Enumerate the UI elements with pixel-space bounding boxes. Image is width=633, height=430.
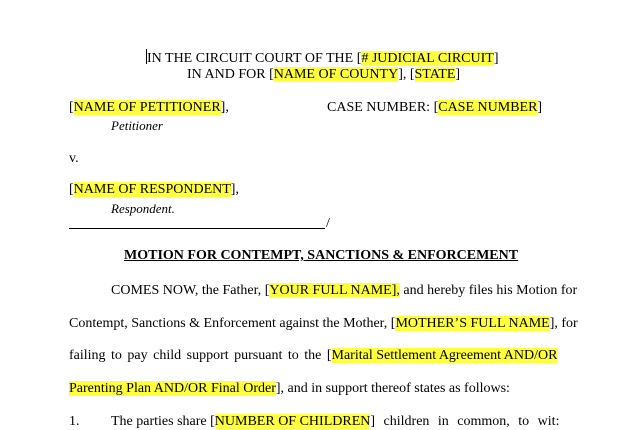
agreement-field-part-1[interactable]: Marital Settlement Agreement AND/OR <box>331 348 558 363</box>
state-field[interactable]: STATE <box>414 67 456 82</box>
body-p3-text-a: failing to pay child support pursuant to the [ <box>69 348 332 363</box>
court-header-line-1 <box>146 49 499 67</box>
respondent-line <box>69 181 239 198</box>
body-line-4 <box>69 380 510 397</box>
court-header-line-2 <box>187 66 460 83</box>
court-line2-suffix: ] <box>455 67 461 82</box>
versus-text: v. <box>69 151 79 166</box>
caption-divider-slash: / <box>326 216 330 231</box>
respondent-name-field[interactable]: NAME OF RESPONDENT <box>73 182 231 197</box>
item-1-text-b: ] children in common, to wit: <box>370 414 560 429</box>
motion-title: MOTION FOR CONTEMPT, SANCTIONS & ENFORCEMENT <box>124 248 519 263</box>
body-p4-text-b: ], and in support thereof states as follows: <box>275 381 510 396</box>
respondent-close-bracket: ], <box>230 182 239 197</box>
mothers-full-name-field[interactable]: MOTHER’S FULL NAME <box>395 316 550 331</box>
item-1-number: 1. <box>69 414 80 429</box>
body-p1-text-a: COMES NOW, the Father, [ <box>111 283 270 298</box>
number-of-children-field[interactable]: NUMBER OF CHILDREN <box>214 414 371 429</box>
court-line2-prefix: IN AND FOR [ <box>187 67 274 82</box>
county-field[interactable]: NAME OF COUNTY <box>273 67 399 82</box>
petitioner-name-field[interactable]: NAME OF PETITIONER <box>73 100 221 115</box>
respondent-open-bracket: [ <box>69 182 74 197</box>
body-line-3 <box>69 347 557 364</box>
body-p2-text-b: ], for <box>549 316 578 331</box>
petitioner-role: Petitioner <box>111 118 163 133</box>
agreement-field-part-2[interactable]: Parenting Plan AND/OR Final Order <box>69 381 276 396</box>
body-p2-text-a: Contempt, Sanctions & Enforcement against the Mother, [ <box>69 316 396 331</box>
judicial-circuit-field[interactable]: # JUDICIAL CIRCUIT <box>361 51 494 66</box>
body-p1-text-b: and hereby files his Motion for <box>399 283 578 298</box>
caption-divider-line <box>69 228 325 229</box>
petitioner-line <box>69 99 229 116</box>
respondent-role: Respondent. <box>111 201 175 216</box>
item-1-text <box>111 413 559 430</box>
item-1-text-a: The parties share [ <box>111 414 215 429</box>
court-line2-mid: ], [ <box>398 67 415 82</box>
your-full-name-field[interactable]: YOUR FULL NAME], <box>269 283 400 298</box>
case-number-field[interactable]: CASE NUMBER <box>438 100 538 115</box>
petitioner-open-bracket: [ <box>69 100 74 115</box>
court-line1-suffix: ] <box>493 51 499 66</box>
body-line-1 <box>111 282 577 299</box>
body-line-2 <box>69 315 578 332</box>
case-number-line <box>327 99 542 116</box>
case-number-label: CASE NUMBER: [ <box>327 100 439 115</box>
case-number-close: ] <box>537 100 543 115</box>
petitioner-close-bracket: ], <box>220 100 229 115</box>
court-line1-prefix: IN THE CIRCUIT COURT OF THE [ <box>147 51 362 66</box>
